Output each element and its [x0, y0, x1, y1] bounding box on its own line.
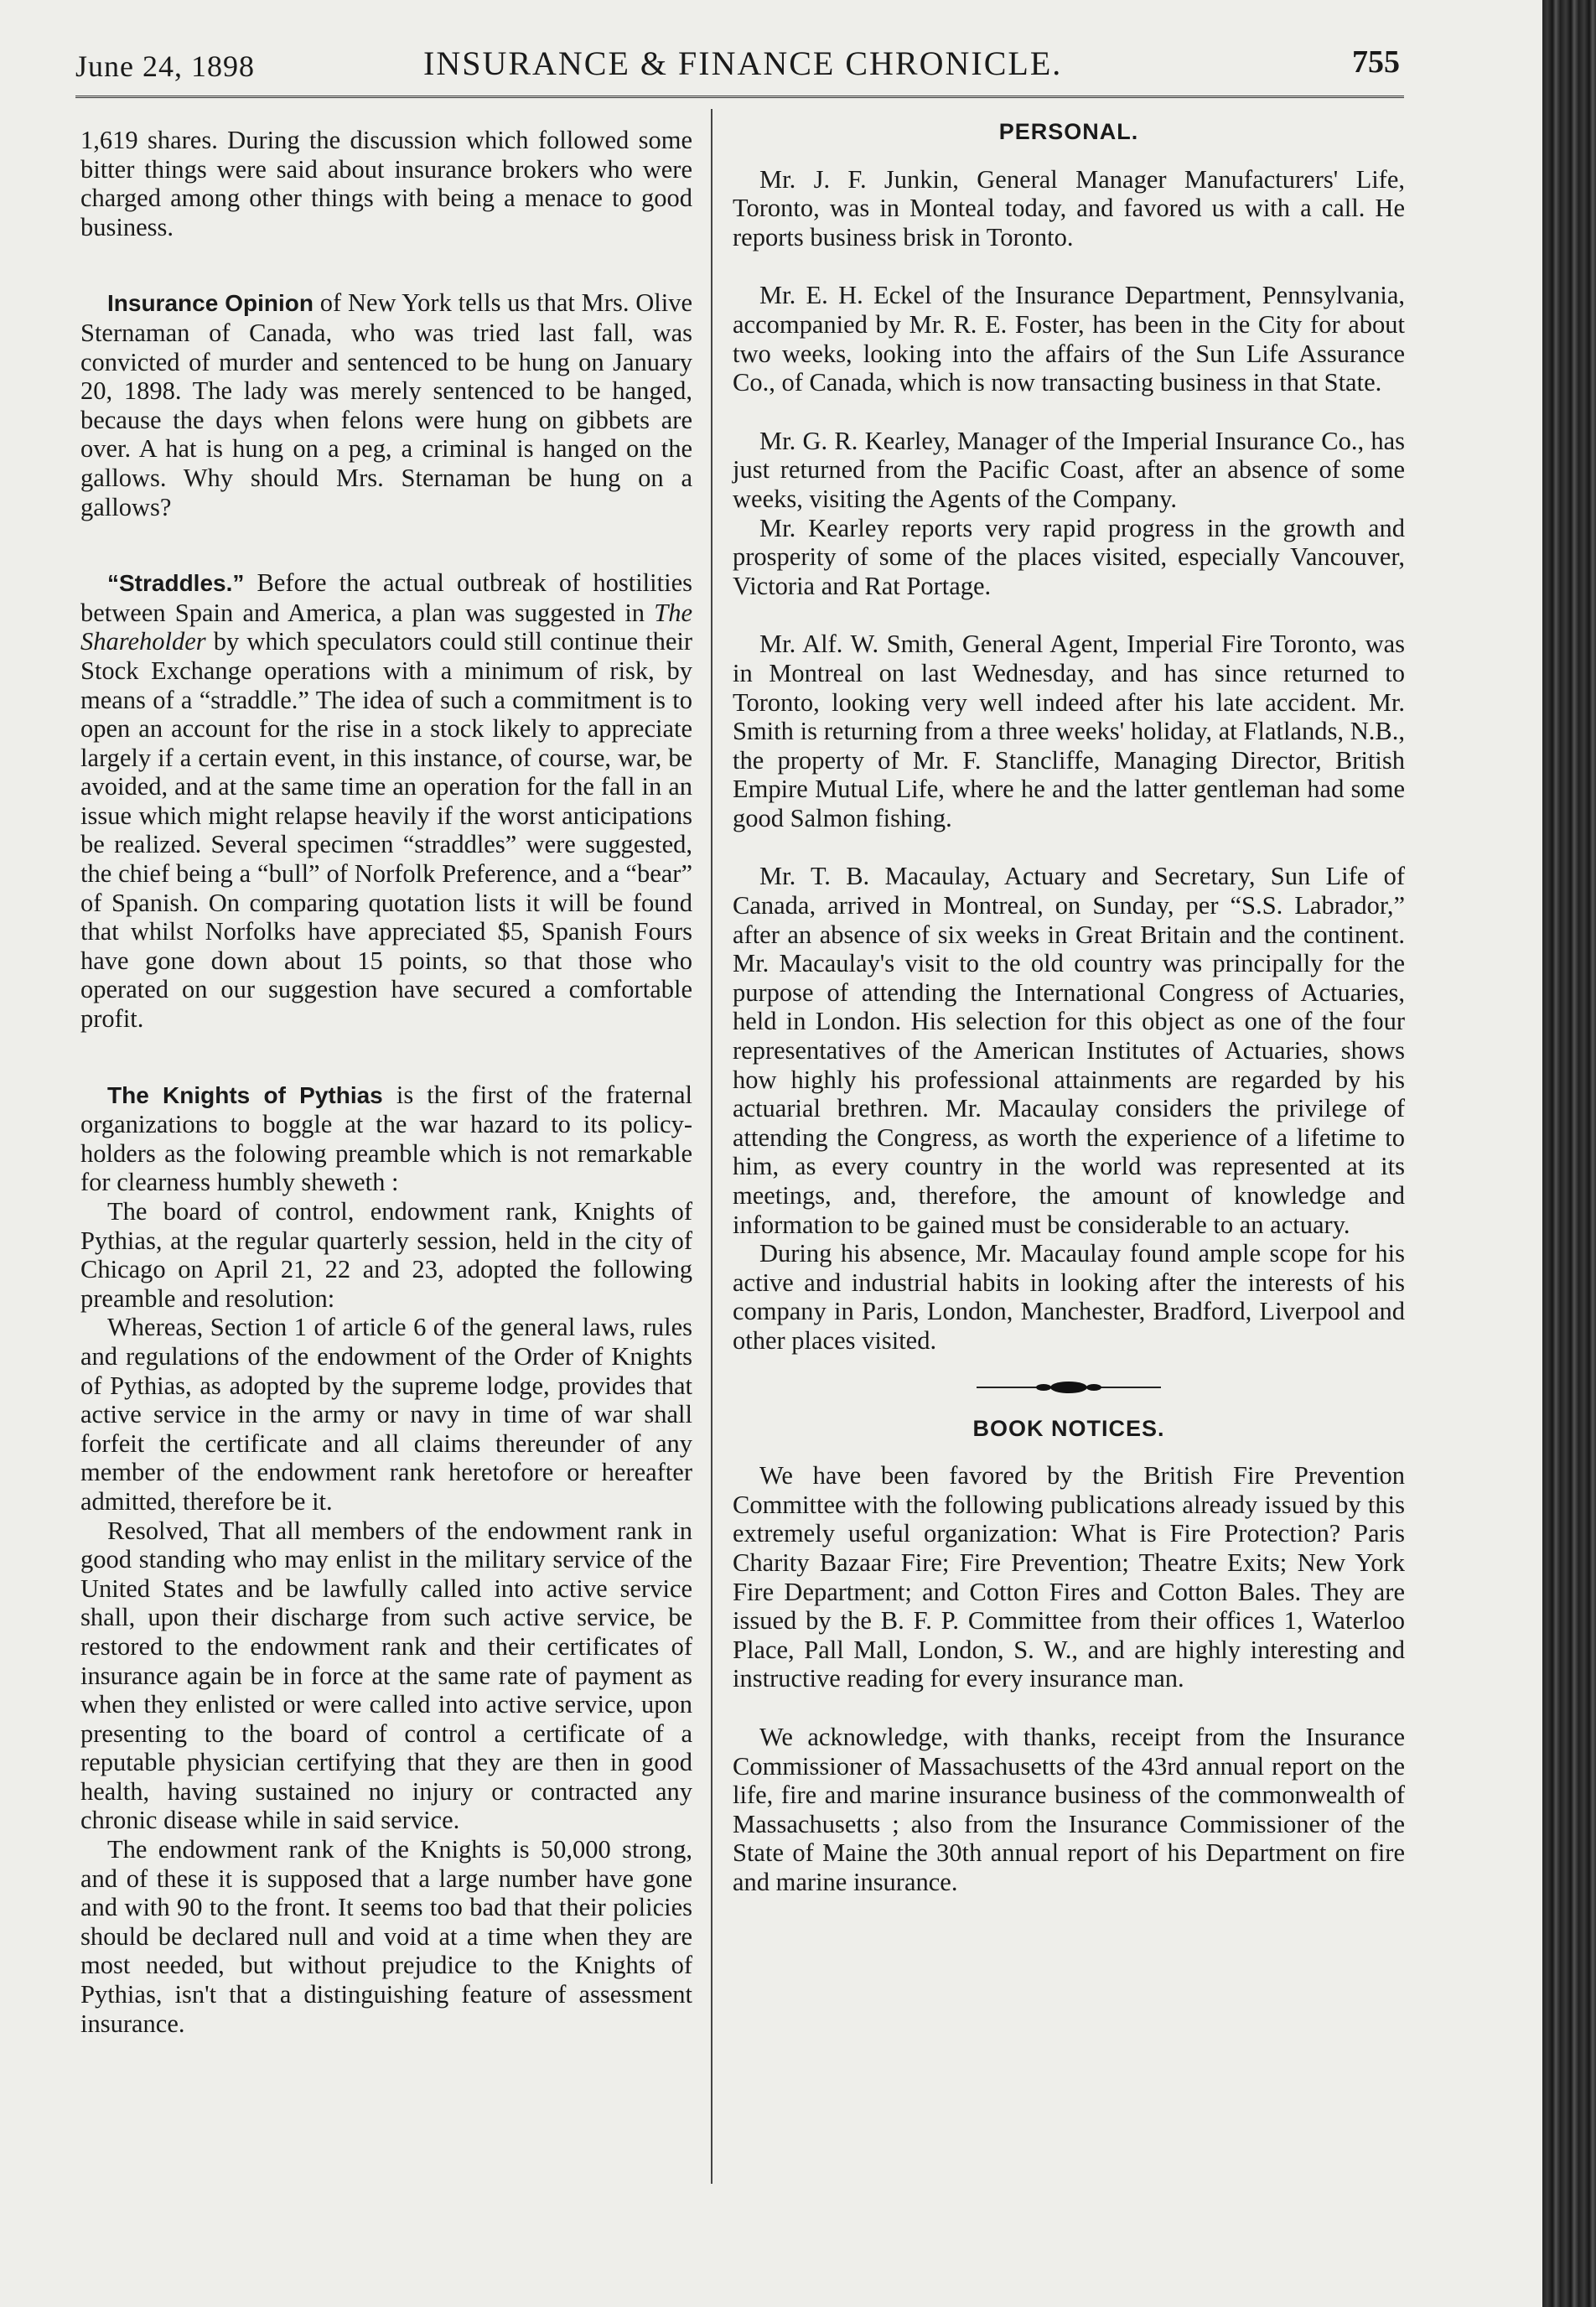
ornament-divider: [733, 1379, 1405, 1396]
text-insurance-opinion: of New York tells us that Mrs. Olive Sternaman of Canada, who was tried last fall, was convicted of murder and sentenced to be hung on January 20, 1898. The lady was merely sentenced to be hanged, because the days when felons were hung on gibbets are over. A hat is hung on a peg, a criminal is hanged on the gallows. Why should Mrs. Sternaman be hung on a gallows?: [80, 288, 692, 521]
personal-macaulay-absence: During his absence, Mr. Macaulay found ample scope for his active and industrial habits in looking after the interests of his company in Paris, London, Manchester, Bradford, Liverpool and other places visited.: [733, 1239, 1405, 1355]
paragraph-board-of-control: The board of control, endowment rank, Knights of Pythias, at the regular quarterly session, held in the city of Chicago on April 21, 22 and 23, adopted the following preamble and resolution:: [80, 1197, 692, 1313]
personal-smith: Mr. Alf. W. Smith, General Agent, Imperial Fire Toronto, was in Montreal on last Wednesday, and has since returned to Toronto, looking very well indeed after his late accident. Mr. Smith is returning from a three weeks' holiday, at Flatlands, N.B., the property of Mr. F. Stancliffe, Managing Director, British Empire Mutual Life, where he and the latter gentleman had some good Salmon fishing.: [733, 630, 1405, 832]
personal-eckel: Mr. E. H. Eckel of the Insurance Department, Pennsylvania, accompanied by Mr. R. E. Foster, has been in the City for about two weeks, looking into the affairs of the Sun Life Assurance Co., of Canada, which is now transacting business in that State.: [733, 281, 1405, 397]
book-notice-massachusetts: We acknowledge, with thanks, receipt from the Insurance Commissioner of Massachusetts of the 43rd annual report on the life, fire and marine insurance business of the commonwealth of Massachusetts ; also from the Insurance Commissioner of the State of Maine the 30th annual report of his Department on fire and marine insurance.: [733, 1722, 1405, 1896]
lead-insurance-opinion: Insurance Opinion: [107, 290, 314, 317]
text-straddles-a: Before the actual outbreak of hostilities between Spain and America, a plan was suggested in: [80, 568, 692, 627]
header-rule: [75, 96, 1404, 98]
header-date: June 24, 1898: [75, 49, 255, 83]
paragraph-insurance-opinion: [80, 288, 692, 521]
paragraph-whereas: Whereas, Section 1 of article 6 of the general laws, rules and regulations of the endowment of the Order of Knights of Pythias, as adopted by the supreme lodge, provides that active service in the army or navy in time of war shall forfeit the certificate and all claims thereunder of any member of the endowment rank heretofore or hereafter admitted, therefore be it.: [80, 1313, 692, 1516]
column-divider: [711, 109, 712, 2184]
paragraph-knights: [80, 1081, 692, 1197]
personal-macaulay: Mr. T. B. Macaulay, Actuary and Secretary, Sun Life of Canada, arrived in Montreal, on Sunday, per “S.S. Labrador,” after an absence of six weeks in Great Britain and the continent. Mr. Macaulay's visit to the old country was principally for the purpose of attending the International Congress of Actuaries, held in London. His selection for this object as one of the four representatives of the American Institutes of Actuaries, shows how highly his professional attainments are regarded by his actuarial brethren. Mr. Macaulay considers the privilege of attending the Congress, as worth the experience of a lifetime to him, as every country in the world was represented at its meetings, and, therefore, the amount of knowledge and information to be gained must be considerable to an actuary.: [733, 862, 1405, 1239]
page-header: [75, 44, 1400, 94]
left-column: [80, 126, 692, 2038]
personal-junkin: Mr. J. F. Junkin, General Manager Manufacturers' Life, Toronto, was in Monteal today, and favored us with a call. He reports business brisk in Toronto.: [733, 164, 1405, 251]
right-column: [733, 117, 1405, 1896]
book-notice-fire-prevention: We have been favored by the British Fire Prevention Committee with the following publications already issued by this extremely useful organization: What is Fire Protection? Paris Charity Bazaar Fire; Fire Prevention; Theatre Exits; New York Fire Department; and Cotton Fires and Cotton Bales. They are issued by the B. F. P. Committee from their offices 1, Waterloo Place, Pall Mall, London, S. W., and are highly interesting and instructive reading for every insurance man.: [733, 1461, 1405, 1693]
ornament-icon: [977, 1379, 1161, 1396]
heading-book-notices: BOOK NOTICES.: [972, 1415, 1165, 1441]
italic-shareholder: The Shareholder: [80, 598, 692, 656]
heading-personal: PERSONAL.: [998, 119, 1139, 144]
paragraph-resolved: Resolved, That all members of the endowment rank in good standing who may enlist in the military service of the United States and be lawfully called into active service shall, upon their discharge from such active service, be restored to the endowment rank and their certificates of insurance again be in force at the same rate of payment as when they enlisted or were called into active service, upon presenting to the board of control a certificate of a reputable physician certifying that they are then in good health, having sustained no injury or contracted any chronic disease while in said service.: [80, 1516, 692, 1835]
paragraph-straddles: [80, 568, 692, 1034]
paragraph-brokers: 1,619 shares. During the discussion which followed some bitter things were said about insurance brokers who were charged among other things with being a menace to good business.: [80, 126, 692, 241]
personal-kearley: Mr. G. R. Kearley, Manager of the Imperial Insurance Co., has just returned from the Pacific Coast, after an absence of some weeks, visiting the Agents of the Company.: [733, 426, 1405, 513]
paragraph-endowment-rank: The endowment rank of the Knights is 50,000 strong, and of these it is supposed that a large number have gone and with 90 to the front. It seems too bad that their policies should be declared null and void at a time when they are most needed, but without prejudice to the Knights of Pythias, isn't that a distinguishing feature of assessment insurance.: [80, 1835, 692, 2038]
lead-straddles: “Straddles.”: [107, 570, 245, 597]
scan-edge: [1542, 0, 1596, 2307]
personal-kearley-progress: Mr. Kearley reports very rapid progress in the growth and prosperity of some of the places visited, especially Vancouver, Victoria and Rat Portage.: [733, 513, 1405, 600]
header-page-number: 755: [1352, 44, 1400, 80]
lead-knights: The Knights of Pythias: [107, 1081, 383, 1108]
header-title: INSURANCE & FINANCE CHRONICLE.: [423, 44, 1063, 82]
text-straddles-b: by which speculators could still continue their Stock Exchange operations with a minimum of risk, by means of a “straddle.” The idea of such a commitment is to open an account for the rise in a stock likely to appreciate largely if a certain event, in this instance, of course, war, be avoided, and at the same time an operation for the fall in an issue which might relapse heavily if the worst anticipations be realized. Several specimen “straddles” were suggested, the chief being a “bull” of Norfolk Preference, and a “bear” of Spanish. On comparing quotation lists it will be found that whilst Norfolks have appreciated $5, Spanish Fours have gone down about 15 points, so that those who operated on our suggestion have secured a comfortable profit.: [80, 627, 692, 1034]
text-knights: is the first of the fraternal organizations to boggle at the war hazard to its policy-holders as the folowing preamble which is not remarkable for clearness humbly sheweth :: [80, 1080, 693, 1197]
